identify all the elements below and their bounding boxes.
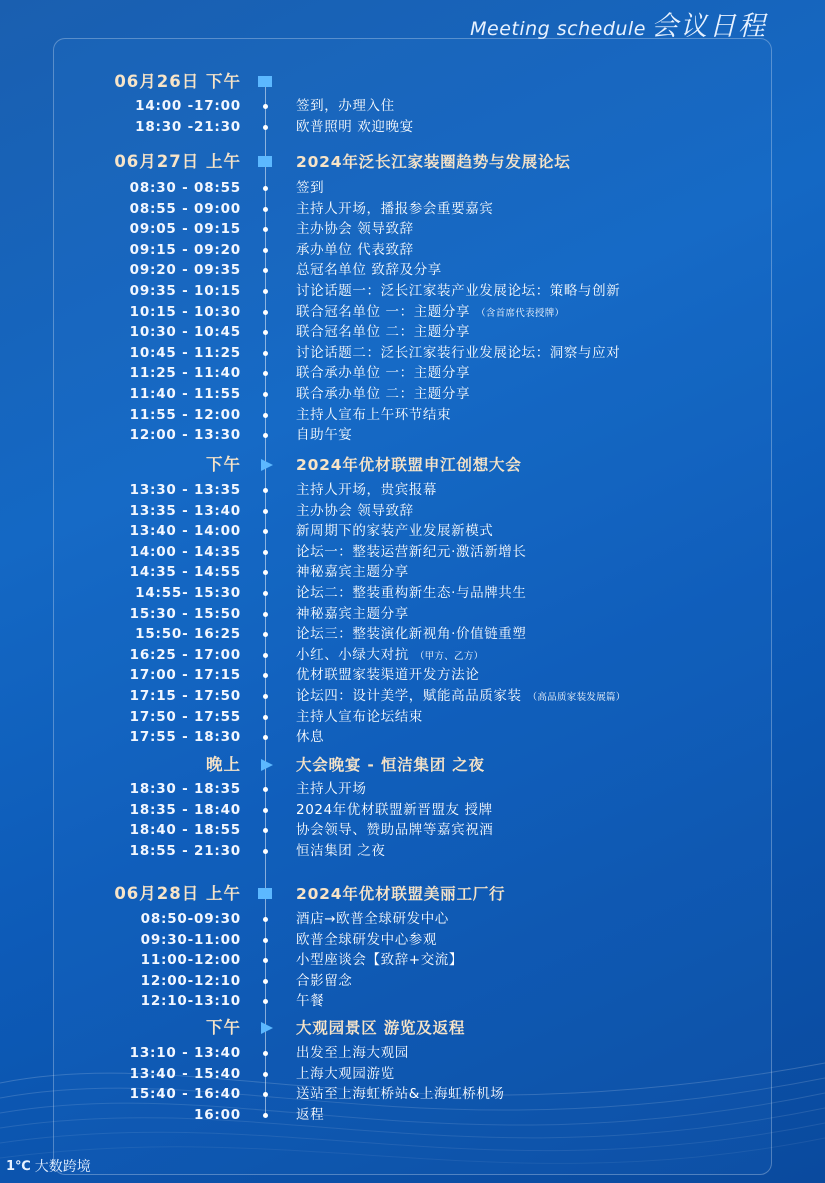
item-event-text: 新周期下的家装产业发展新模式 <box>296 523 494 540</box>
timeline-dot-icon <box>263 612 268 617</box>
schedule-item <box>0 583 825 603</box>
timeline-dot-icon <box>263 694 268 699</box>
schedule-item <box>0 686 825 706</box>
timeline-dot-icon <box>263 999 268 1004</box>
item-time: 15:40 - 16:40 <box>129 1086 241 1103</box>
schedule-item <box>0 779 825 799</box>
item-time: 12:00-12:10 <box>140 972 241 989</box>
item-time: 18:35 - 18:40 <box>129 801 241 818</box>
timeline-dot-icon <box>263 310 268 315</box>
item-event <box>296 1064 395 1084</box>
schedule-item <box>0 501 825 521</box>
item-event-text: 神秘嘉宾主题分享 <box>296 605 409 622</box>
schedule-item <box>0 117 825 137</box>
timeline-dot-icon <box>263 1072 268 1077</box>
timeline-dot-icon <box>263 351 268 356</box>
schedule-item <box>0 322 825 342</box>
day-header <box>0 753 825 777</box>
schedule-item <box>0 841 825 861</box>
item-time: 17:00 - 17:15 <box>129 667 241 684</box>
item-time: 18:30 - 18:35 <box>129 781 241 797</box>
timeline-dot-icon <box>263 653 268 658</box>
item-event-text: 休息 <box>296 729 325 746</box>
timeline-dot-icon <box>263 268 268 273</box>
arrow-marker-icon <box>261 1022 273 1034</box>
item-event-text: 签到 <box>296 180 325 196</box>
item-time: 13:30 - 13:35 <box>129 482 241 498</box>
item-event-text: 送站至上海虹桥站&上海虹桥机场 <box>296 1086 505 1103</box>
schedule-item <box>0 707 825 727</box>
item-note: （甲方、乙方） <box>414 650 484 662</box>
item-time: 08:55 - 09:00 <box>129 200 241 217</box>
item-note: （含首席代表授牌） <box>476 307 565 319</box>
schedule-item <box>0 991 825 1011</box>
item-event <box>296 1105 324 1125</box>
item-event <box>296 562 409 582</box>
timeline-dot-icon <box>263 938 268 943</box>
item-time: 16:00 <box>194 1106 241 1123</box>
item-event <box>296 425 352 445</box>
item-event <box>296 542 527 562</box>
logo-text: 大数跨境 <box>34 1159 91 1175</box>
item-event-text: 神秘嘉宾主题分享 <box>296 564 409 581</box>
item-time: 14:55- 15:30 <box>135 585 241 601</box>
session-title: 2024年优材联盟申江创想大会 <box>296 456 522 474</box>
timeline-dot-icon <box>263 1113 268 1118</box>
item-event-text: 联合冠名单位 二：主题分享 <box>296 324 471 341</box>
item-time: 13:10 - 13:40 <box>129 1045 241 1061</box>
timeline-dot-icon <box>263 979 268 984</box>
session-title: 2024年泛长江家装圈趋势与发展论坛 <box>296 153 571 171</box>
item-time: 08:30 - 08:55 <box>129 180 241 196</box>
item-time: 11:00-12:00 <box>140 952 241 969</box>
square-marker-icon <box>258 156 272 167</box>
page-title-cn: 会议日程 <box>651 11 767 42</box>
item-time: 09:35 - 10:15 <box>129 283 241 299</box>
timeline-dot-icon <box>263 787 268 792</box>
item-time: 14:00 -17:00 <box>135 98 241 114</box>
item-event-text: 恒洁集团 之夜 <box>296 842 386 859</box>
timeline-dot-icon <box>263 392 268 397</box>
schedule-item <box>0 971 825 991</box>
item-event-text: 欧普全球研发中心参观 <box>296 931 437 948</box>
schedule-item <box>0 562 825 582</box>
timeline-dot-icon <box>263 673 268 678</box>
schedule-item <box>0 1064 825 1084</box>
timeline-dot-icon <box>263 529 268 534</box>
item-time: 12:10-13:10 <box>140 993 241 1010</box>
item-event <box>296 841 386 861</box>
day-header <box>0 882 825 906</box>
item-event-text: 主办协会 领导致辞 <box>296 502 414 519</box>
day-header <box>0 1016 825 1040</box>
day-date: 下午 <box>206 455 241 474</box>
item-time: 09:05 - 09:15 <box>129 221 241 238</box>
timeline-dot-icon <box>263 550 268 555</box>
schedule-item <box>0 219 825 239</box>
item-time: 13:40 - 14:00 <box>129 523 241 540</box>
item-event-text: 联合承办单位 二：主题分享 <box>296 386 471 402</box>
item-event-text: 午餐 <box>296 993 325 1010</box>
item-time: 13:35 - 13:40 <box>129 502 241 519</box>
schedule-item <box>0 281 825 301</box>
schedule-item <box>0 96 825 116</box>
item-event <box>296 727 324 747</box>
schedule-item <box>0 1084 825 1104</box>
item-time: 10:15 - 10:30 <box>129 303 241 320</box>
timeline-dot-icon <box>263 125 268 130</box>
item-time: 10:30 - 10:45 <box>129 324 241 341</box>
session-title: 大观园景区 游览及返程 <box>296 1019 466 1037</box>
item-event-text: 联合承办单位 一：主题分享 <box>296 365 471 382</box>
schedule-item <box>0 240 825 260</box>
square-marker-icon <box>258 888 272 899</box>
item-time: 18:30 -21:30 <box>135 118 241 135</box>
timeline-dot-icon <box>263 808 268 813</box>
item-time: 09:15 - 09:20 <box>129 241 241 258</box>
item-time: 15:50- 16:25 <box>135 626 241 643</box>
item-event-text: 联合冠名单位 一：主题分享 <box>296 303 471 320</box>
timeline-dot-icon <box>263 1092 268 1097</box>
timeline-dot-icon <box>263 248 268 253</box>
item-event <box>296 302 564 324</box>
schedule-item <box>0 645 825 665</box>
schedule-item <box>0 199 825 219</box>
item-event <box>296 971 352 991</box>
item-event-text: 论坛二：整装重构新生态·与品牌共生 <box>296 585 527 601</box>
item-event <box>296 501 414 521</box>
brand-logo <box>6 1156 91 1176</box>
timeline-dot-icon <box>263 849 268 854</box>
item-event <box>296 343 620 363</box>
item-event <box>296 281 620 301</box>
timeline-dot-icon <box>263 1051 268 1056</box>
day-date: 晚上 <box>206 755 241 774</box>
item-time: 11:40 - 11:55 <box>129 386 241 402</box>
schedule-item <box>0 384 825 404</box>
item-event <box>296 1084 505 1104</box>
item-event <box>296 480 437 500</box>
item-time: 11:25 - 11:40 <box>129 365 241 382</box>
item-note: （高品质家装发展篇） <box>527 692 626 703</box>
item-event <box>296 363 470 383</box>
item-time: 15:30 - 15:50 <box>129 605 241 622</box>
item-time: 18:55 - 21:30 <box>129 842 241 859</box>
item-event-text: 欧普照明 欢迎晚宴 <box>296 118 414 135</box>
day-header <box>0 150 825 174</box>
item-event-text: 酒店→欧普全球研发中心 <box>296 911 449 927</box>
item-event <box>296 521 493 541</box>
timeline-dot-icon <box>263 289 268 294</box>
arrow-marker-icon <box>261 459 273 471</box>
schedule-item <box>0 405 825 425</box>
timeline-dot-icon <box>263 227 268 232</box>
item-event <box>296 405 451 425</box>
item-event-text: 讨论话题一：泛长江家装产业发展论坛：策略与创新 <box>296 283 621 299</box>
item-time: 09:30-11:00 <box>140 931 241 948</box>
item-time: 10:45 - 11:25 <box>129 344 241 361</box>
timeline-dot-icon <box>263 715 268 720</box>
item-event-text: 论坛四：设计美学，赋能高品质家装 <box>296 688 522 704</box>
item-event-text: 小红、小绿大对抗 <box>296 646 409 663</box>
item-event-text: 主持人开场，播报参会重要嘉宾 <box>296 200 494 217</box>
item-event <box>296 240 414 260</box>
item-event <box>296 1043 409 1063</box>
schedule-item <box>0 1105 825 1125</box>
item-event-text: 承办单位 代表致辞 <box>296 241 414 258</box>
item-event <box>296 707 423 727</box>
timeline-dot-icon <box>263 186 268 191</box>
item-event-text: 主持人开场，贵宾报幕 <box>296 482 437 498</box>
timeline-dot-icon <box>263 330 268 335</box>
schedule-item <box>0 930 825 950</box>
item-event-text: 上海大观园游览 <box>296 1065 395 1082</box>
session-title: 2024年优材联盟美丽工厂行 <box>296 885 506 903</box>
item-event <box>296 665 479 685</box>
item-time: 14:35 - 14:55 <box>129 564 241 581</box>
item-event-text: 论坛一：整装运营新纪元·激活新增长 <box>296 543 527 560</box>
item-event-text: 总冠名单位 致辞及分享 <box>296 262 442 279</box>
timeline-dot-icon <box>263 591 268 596</box>
schedule-item <box>0 604 825 624</box>
item-event <box>296 950 463 970</box>
item-time: 09:20 - 09:35 <box>129 262 241 279</box>
item-event <box>296 117 414 137</box>
item-time: 18:40 - 18:55 <box>129 822 241 839</box>
item-event <box>296 96 395 116</box>
item-event-text: 签到，办理入住 <box>296 98 395 114</box>
item-time: 14:00 - 14:35 <box>129 543 241 560</box>
item-event <box>296 779 367 799</box>
schedule-item <box>0 302 825 322</box>
timeline-dot-icon <box>263 433 268 438</box>
item-event <box>296 930 437 950</box>
item-event <box>296 909 449 929</box>
item-time: 13:40 - 15:40 <box>129 1065 241 1082</box>
timeline-dot-icon <box>263 104 268 109</box>
item-event-text: 优材联盟家装渠道开发方法论 <box>296 667 480 684</box>
item-event-text: 主持人宣布论坛结束 <box>296 708 423 725</box>
item-event-text: 返程 <box>296 1106 325 1123</box>
schedule-item <box>0 800 825 820</box>
schedule-item <box>0 665 825 685</box>
session-title: 大会晚宴 - 恒洁集团 之夜 <box>296 756 485 774</box>
arrow-marker-icon <box>261 759 273 771</box>
item-event-text: 出发至上海大观园 <box>296 1045 409 1061</box>
item-event <box>296 624 527 644</box>
page-title-en: Meeting schedule <box>470 18 646 40</box>
schedule-item <box>0 480 825 500</box>
day-date: 06月28日 上午 <box>114 884 241 903</box>
item-event-text: 自助午宴 <box>296 427 353 444</box>
schedule-item <box>0 363 825 383</box>
schedule-item <box>0 950 825 970</box>
timeline-dot-icon <box>263 632 268 637</box>
item-event <box>296 583 527 603</box>
item-event <box>296 800 493 820</box>
item-event <box>296 645 483 667</box>
item-time: 08:50-09:30 <box>140 911 241 927</box>
timeline-dot-icon <box>263 413 268 418</box>
day-date: 06月27日 上午 <box>114 152 241 171</box>
day-date: 06月26日 下午 <box>114 72 241 91</box>
schedule-item <box>0 521 825 541</box>
square-marker-icon <box>258 76 272 87</box>
timeline-dot-icon <box>263 958 268 963</box>
item-time: 17:50 - 17:55 <box>129 708 241 725</box>
day-header <box>0 453 825 477</box>
item-event-text: 主办协会 领导致辞 <box>296 221 414 238</box>
item-event <box>296 178 324 198</box>
item-event <box>296 604 409 624</box>
timeline-dot-icon <box>263 917 268 922</box>
timeline-dot-icon <box>263 828 268 833</box>
item-time: 12:00 - 13:30 <box>129 427 241 444</box>
schedule-item <box>0 542 825 562</box>
item-event <box>296 322 470 342</box>
item-time: 11:55 - 12:00 <box>129 406 241 423</box>
timeline-dot-icon <box>263 488 268 493</box>
item-event-text: 主持人开场 <box>296 781 367 797</box>
item-time: 17:15 - 17:50 <box>129 688 241 704</box>
item-event <box>296 260 442 280</box>
timeline-dot-icon <box>263 735 268 740</box>
schedule-item <box>0 425 825 445</box>
schedule-item <box>0 727 825 747</box>
schedule-item <box>0 909 825 929</box>
schedule-item <box>0 178 825 198</box>
logo-mark: 1℃ <box>6 1158 31 1174</box>
item-time: 17:55 - 18:30 <box>129 729 241 746</box>
item-event-text: 小型座谈会【致辞+交流】 <box>296 952 464 969</box>
item-event <box>296 384 470 404</box>
item-event-text: 合影留念 <box>296 972 353 989</box>
item-event-text: 讨论话题二：泛长江家装行业发展论坛：洞察与应对 <box>296 344 621 361</box>
item-event <box>296 686 626 708</box>
schedule-item <box>0 624 825 644</box>
schedule-item <box>0 343 825 363</box>
item-event <box>296 991 324 1011</box>
item-event <box>296 219 414 239</box>
day-header <box>0 70 825 94</box>
item-event <box>296 820 493 840</box>
item-event-text: 2024年优材联盟新晋盟友 授牌 <box>296 801 493 818</box>
timeline-dot-icon <box>263 509 268 514</box>
item-time: 16:25 - 17:00 <box>129 646 241 663</box>
item-event-text: 主持人宣布上午环节结束 <box>296 406 452 423</box>
item-event-text: 协会领导、赞助品牌等嘉宾祝酒 <box>296 822 494 839</box>
schedule-item <box>0 820 825 840</box>
timeline-dot-icon <box>263 570 268 575</box>
item-event <box>296 199 493 219</box>
schedule-item <box>0 260 825 280</box>
item-event-text: 论坛三：整装演化新视角·价值链重塑 <box>296 626 527 643</box>
timeline-dot-icon <box>263 371 268 376</box>
schedule-item <box>0 1043 825 1063</box>
timeline-dot-icon <box>263 207 268 212</box>
day-date: 下午 <box>206 1018 241 1037</box>
